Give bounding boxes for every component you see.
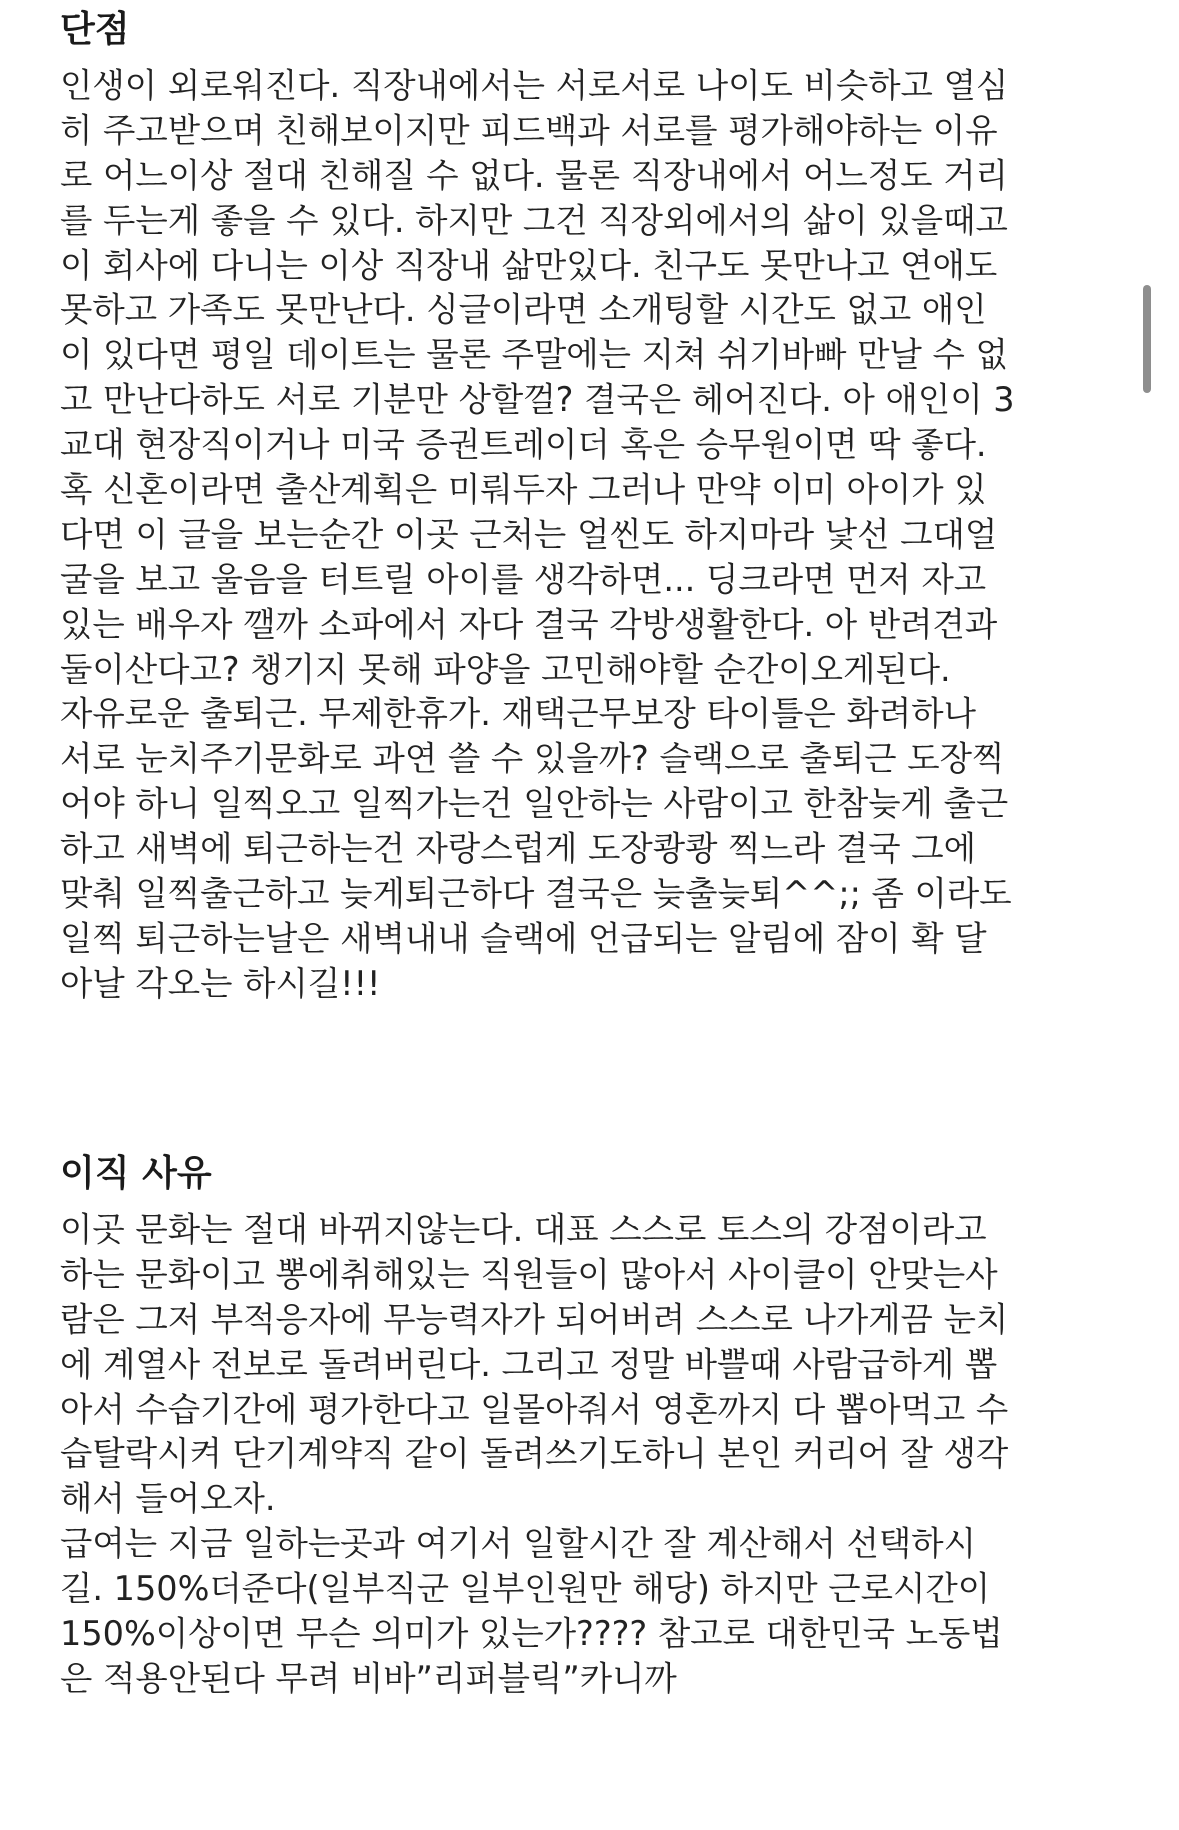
section-title-reason-for-leaving: 이직 사유: [60, 1153, 212, 1194]
text-line: 아날 각오는 하시길!!!: [60, 963, 381, 1003]
text-line: 서로 눈치주기문화로 과연 쓸 수 있을까? 슬랙으로 출퇴근 도장찍: [60, 739, 1005, 779]
text-line: 혹 신혼이라면 출산계획은 미뤄두자 그러나 만약 이미 아이가 있: [60, 470, 987, 510]
text-line: 둘이산다고? 챙기지 못해 파양을 고민해야할 순간이오게된다.: [60, 649, 951, 689]
text-line: 하는 문화이고 뽕에취해있는 직원들이 많아서 사이클이 안맞는사: [60, 1254, 998, 1294]
text-line: 히 주고받으며 친해보이지만 피드백과 서로를 평가해야하는 이유: [60, 110, 998, 150]
text-line: 맞춰 일찍출근하고 늦게퇴근하다 결국은 늦출늦퇴^^;; 좀 이라도: [60, 874, 1012, 914]
section-title-cons: 단점: [60, 9, 130, 50]
text-line: 해서 들어오자.: [60, 1479, 276, 1519]
text-line: 람은 그저 부적응자에 무능력자가 되어버려 스스로 나가게끔 눈치: [60, 1299, 1009, 1339]
text-line: 은 적용안된다 무려 비바”리퍼블릭”카니까: [60, 1658, 677, 1698]
text-line: 이 회사에 다니는 이상 직장내 삶만있다. 친구도 못만나고 연애도: [60, 245, 998, 285]
cons-text: [60, 64, 1140, 1007]
text-line: 길. 150%더준다(일부직군 일부인원만 해당) 하지만 근로시간이: [60, 1569, 991, 1609]
text-line: 자유로운 출퇴근. 무제한휴가. 재택근무보장 타이틀은 화려하나: [60, 694, 976, 734]
reason-for-leaving-text: [60, 1208, 1140, 1702]
text-line: 습탈락시켜 단기계약직 같이 돌려쓰기도하니 본인 커리어 잘 생각: [60, 1434, 1009, 1474]
text-line: 아서 수습기간에 평가한다고 일몰아줘서 영혼까지 다 뽑아먹고 수: [60, 1389, 1009, 1429]
text-line: 다면 이 글을 보는순간 이곳 근처는 얼씬도 하지마라 낯선 그대얼: [60, 514, 998, 554]
text-line: 이곳 문화는 절대 바뀌지않는다. 대표 스스로 토스의 강점이라고: [60, 1210, 987, 1249]
text-line: 150%이상이면 무슨 의미가 있는가???? 참고로 대한민국 노동법: [60, 1614, 1003, 1654]
scrollbar-thumb[interactable]: [1143, 285, 1151, 393]
text-line: 인생이 외로워진다. 직장내에서는 서로서로 나이도 비슷하고 열심: [60, 66, 1009, 105]
text-line: 있는 배우자 깰까 소파에서 자다 결국 각방생활한다. 아 반려견과: [60, 604, 998, 644]
text-line: 못하고 가족도 못만난다. 싱글이라면 소개팅할 시간도 없고 애인: [60, 290, 987, 330]
text-line: 굴을 보고 울음을 터트릴 아이를 생각하면... 딩크라면 먼저 자고: [60, 559, 987, 599]
text-line: 로 어느이상 절대 친해질 수 없다. 물론 직장내에서 어느정도 거리: [60, 155, 1008, 195]
text-line: 급여는 지금 일하는곳과 여기서 일할시간 잘 계산해서 선택하시: [60, 1524, 976, 1564]
text-line: 에 계열사 전보로 돌려버린다. 그리고 정말 바쁠때 사람급하게 뽑: [60, 1344, 998, 1384]
text-line: 고 만난다하도 서로 기분만 상할껄? 결국은 헤어진다. 아 애인이 3: [60, 380, 1015, 420]
text-line: 일찍 퇴근하는날은 새벽내내 슬랙에 언급되는 알림에 잠이 확 달: [60, 918, 987, 958]
text-line: 어야 하니 일찍오고 일찍가는건 일안하는 사람이고 한참늦게 출근: [60, 784, 1009, 824]
text-line: 교대 현장직이거나 미국 증권트레이더 혹은 승무원이면 딱 좋다.: [60, 425, 987, 465]
text-line: 이 있다면 평일 데이트는 물론 주말에는 지쳐 쉬기바빠 만날 수 없: [60, 335, 1008, 375]
text-line: 를 두는게 좋을 수 있다. 하지만 그건 직장외에서의 삶이 있을때고: [60, 200, 1008, 240]
text-line: 하고 새벽에 퇴근하는건 자랑스럽게 도장쾅쾅 찍느라 결국 그에: [60, 829, 976, 869]
